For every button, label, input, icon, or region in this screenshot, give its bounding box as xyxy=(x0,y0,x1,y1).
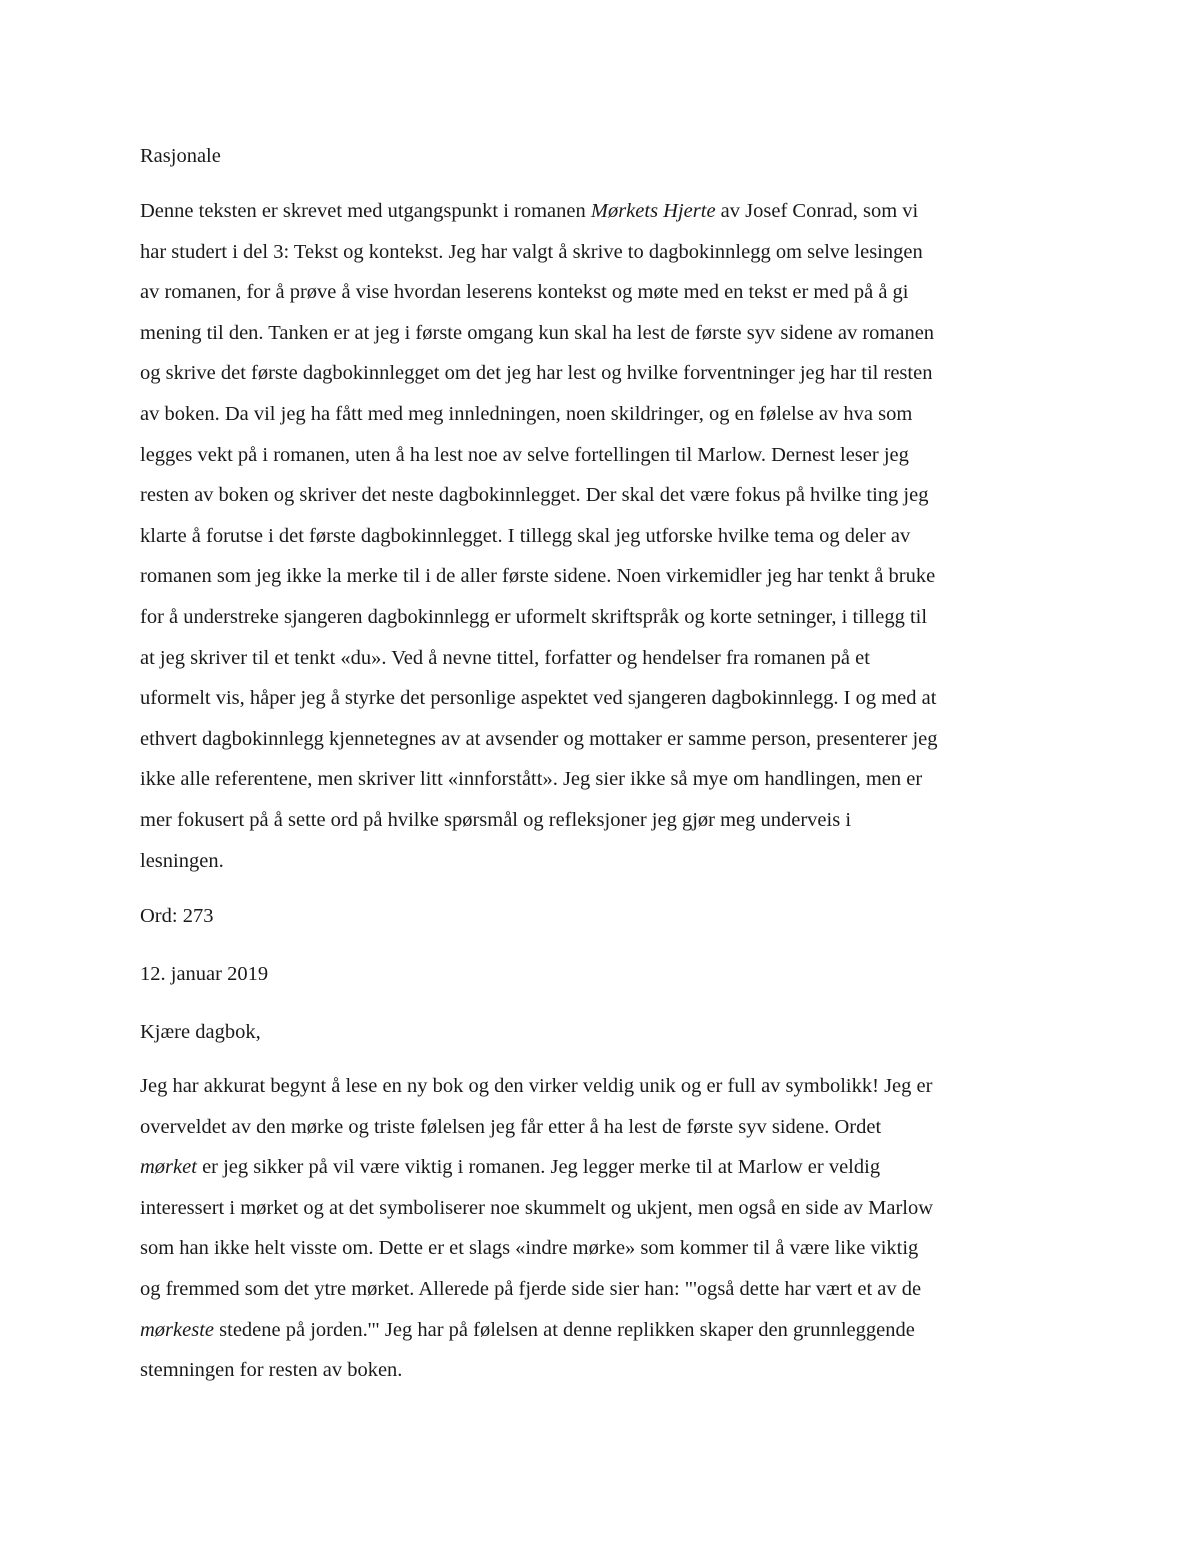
text-line xyxy=(140,242,923,263)
text-line xyxy=(140,1360,402,1381)
text-run: stemningen for resten av boken. xyxy=(140,1359,403,1382)
text-run: Jeg har akkurat begynt å lese en ny bok og den virker veldig unik og er full av symbolikk! Jeg er xyxy=(140,1075,933,1097)
text-line xyxy=(140,1279,921,1300)
text-run: og skrive det første dagbokinnlegget om det jeg har lest og hvilke forventninger jeg har til resten xyxy=(140,362,933,385)
text-run: mørket xyxy=(140,1156,197,1179)
text-line xyxy=(140,566,935,587)
text-line xyxy=(140,851,224,872)
text-run: overveldet av den mørke og triste følelsen jeg får etter å ha lest de første syv sidene. Ordet xyxy=(140,1115,882,1138)
text-run: Denne teksten er skrevet med utgangspunkt i romanen xyxy=(140,200,591,222)
text-run: for å understreke sjangeren dagbokinnlegg er uformelt skriftspråk og korte setninger, i tillegg til xyxy=(140,606,928,628)
text-run: av romanen, for å prøve å vise hvordan leserens kontekst og møte med en tekst er med på å gi xyxy=(140,281,909,304)
text-line xyxy=(140,526,910,547)
text-run: har studert i del 3: Tekst og kontekst. Jeg har valgt å skrive to dagbokinnlegg om selve lesingen xyxy=(140,240,923,263)
text-line xyxy=(140,201,918,222)
text-run: mer fokusert på å sette ord på hvilke spørsmål og refleksjoner jeg gjør meg underveis i xyxy=(140,809,852,831)
text-line xyxy=(140,1117,881,1138)
text-line xyxy=(140,1076,932,1097)
text-line xyxy=(140,1238,918,1259)
text-run: stedene på jorden.'" Jeg har på følelsen at denne replikken skaper den grunnleggende xyxy=(214,1318,915,1341)
text-run: er jeg sikker på vil være viktig i romanen. Jeg legger merke til at Marlow er veldig xyxy=(196,1156,881,1179)
text-line xyxy=(140,1320,915,1341)
text-line xyxy=(140,607,927,628)
page-heading: Rasjonale xyxy=(140,145,221,167)
text-line xyxy=(140,769,922,790)
text-run: resten av boken og skriver det neste dagbokinnlegget. Der skal det være fokus på hvilke ting jeg xyxy=(140,484,929,507)
text-line xyxy=(140,404,912,425)
text-line xyxy=(140,1157,880,1178)
text-run: lesningen. xyxy=(140,849,224,872)
text-run: ethvert dagbokinnlegg kjennetegnes av at avsender og mottaker er samme person, presenterer jeg xyxy=(140,727,938,750)
text-run: uformelt vis, håper jeg å styrke det personlige aspektet ved sjangeren dagbokinnlegg. I og med at xyxy=(140,687,937,710)
text-line xyxy=(140,1198,933,1219)
text-run: som han ikke helt visste om. Dette er et slags «indre mørke» som kommer til å være like viktig xyxy=(140,1237,919,1260)
text-line xyxy=(140,729,938,750)
text-line xyxy=(140,363,932,384)
entry-date: 12. januar 2019 xyxy=(140,963,269,985)
text-run: mørkeste xyxy=(140,1318,215,1341)
text-line xyxy=(140,485,928,506)
text-line xyxy=(140,282,909,303)
text-line xyxy=(140,688,936,709)
word-count: Ord: 273 xyxy=(140,905,214,927)
text-line xyxy=(140,445,909,466)
text-line xyxy=(140,323,934,344)
text-run: ikke alle referentene, men skriver litt «innforstått». Jeg sier ikke så mye om handlingen, men er xyxy=(140,768,923,791)
text-run: legges vekt på i romanen, uten å ha lest noe av selve fortellingen til Marlow. Dernest leser jeg xyxy=(140,443,909,466)
text-run: klarte å forutse i det første dagbokinnlegget. I tillegg skal jeg utforske hvilke tema og deler av xyxy=(140,524,911,547)
text-run: interessert i mørket og at det symboliserer noe skummelt og ukjent, men også en side av Marlow xyxy=(140,1196,934,1219)
text-line xyxy=(140,810,851,831)
text-run: av boken. Da vil jeg ha fått med meg innledningen, noen skildringer, og en følelse av hva som xyxy=(140,403,913,425)
text-run: at jeg skriver til et tenkt «du». Ved å nevne tittel, forfatter og hendelser fra romanen på et xyxy=(140,646,870,669)
entry-greeting: Kjære dagbok, xyxy=(140,1021,261,1043)
text-run: av Josef Conrad, som vi xyxy=(715,200,919,222)
text-run: mening til den. Tanken er at jeg i første omgang kun skal ha lest de første syv sidene av romanen xyxy=(140,321,935,344)
text-run: Mørkets Hjerte xyxy=(590,200,716,222)
text-run: romanen som jeg ikke la merke til i de aller første sidene. Noen virkemidler jeg har tenkt å bruke xyxy=(140,565,936,588)
text-line xyxy=(140,648,870,669)
text-run: og fremmed som det ytre mørket. Allerede på fjerde side sier han: "'også dette har vært et av de xyxy=(140,1278,922,1300)
